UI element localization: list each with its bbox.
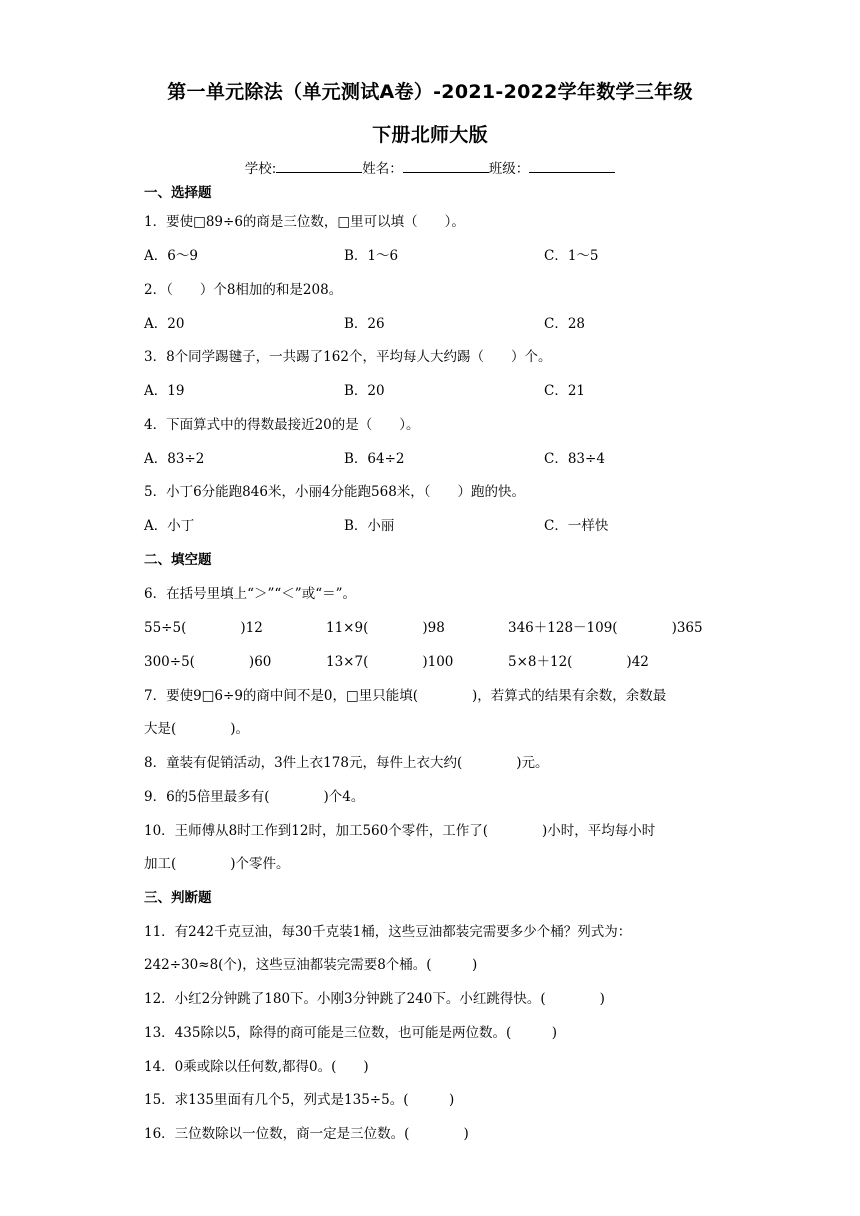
- question-13: 13．435除以5，除得的商可能是三位数，也可能是两位数。( ): [144, 1025, 558, 1041]
- question-1: 1．要使□89÷6的商是三位数，□里可以填（ ）。: [144, 214, 465, 230]
- class-blank: [529, 160, 615, 173]
- q5-option-b: B．小丽: [344, 518, 395, 534]
- q1-option-a: A．6～9: [144, 248, 198, 264]
- section-heading-fill: 二、填空题: [144, 552, 212, 568]
- exam-title-line1: 第一单元除法（单元测试A卷）-2021-2022学年数学三年级: [167, 81, 693, 103]
- section-heading-choice: 一、选择题: [144, 185, 212, 201]
- q6-item: 11×9( )98: [326, 620, 445, 636]
- q2-option-b: B．26: [344, 316, 385, 332]
- q2-option-c: C．28: [544, 316, 586, 332]
- q3-option-c: C．21: [544, 383, 586, 399]
- exam-title-line2: 下册北师大版: [372, 124, 488, 146]
- q6-item: 346＋128－109( )365: [508, 620, 703, 636]
- question-15: 15．求135里面有几个5，列式是135÷5。( ): [144, 1092, 455, 1108]
- section-heading-judge: 三、判断题: [144, 890, 212, 906]
- question-4: 4．下面算式中的得数最接近20的是（ ）。: [144, 417, 420, 433]
- school-label: 学校:: [244, 161, 277, 177]
- q1-option-b: B．1～6: [344, 248, 399, 264]
- question-5: 5．小丁6分能跑846米，小丽4分能跑568米，（ ）跑的快。: [144, 484, 526, 500]
- question-7-line1: 7．要使9□6÷9的商中间不是0，□里只能填( )，若算式的结果有余数，余数最: [144, 688, 667, 704]
- q4-option-b: B．64÷2: [344, 451, 405, 467]
- q6-item: 300÷5( )60: [144, 654, 272, 670]
- q1-option-c: C．1～5: [544, 248, 599, 264]
- school-blank: [276, 160, 362, 173]
- question-10-line2: 加工( )个零件。: [144, 856, 290, 872]
- question-3: 3．8个同学踢毽子，一共踢了162个，平均每人大约踢（ ）个。: [144, 349, 552, 365]
- question-16: 16．三位数除以一位数，商一定是三位数。( ): [144, 1126, 469, 1142]
- q4-option-a: A．83÷2: [144, 451, 205, 467]
- q6-item: 5×8＋12( )42: [508, 654, 649, 670]
- question-11-line2: 242÷30≈8(个)，这些豆油都装完需要8个桶。( ): [144, 957, 478, 973]
- q5-option-a: A．小丁: [144, 518, 195, 534]
- question-12: 12．小红2分钟跳了180下。小刚3分钟跳了240下。小红跳得快。( ): [144, 991, 605, 1007]
- q6-item: 13×7( )100: [326, 654, 454, 670]
- question-6: 6．在括号里填上“＞”“＜”或“＝”。: [144, 586, 356, 602]
- class-label: 班级：: [488, 161, 530, 177]
- student-info-row: [0, 157, 860, 177]
- q5-option-c: C．一样快: [544, 518, 609, 534]
- name-blank: [403, 160, 489, 173]
- q6-item: 55÷5( )12: [144, 620, 263, 636]
- question-11-line1: 11．有242千克豆油，每30千克装1桶，这些豆油都装完需要多少个桶？列式为：: [144, 924, 632, 940]
- q3-option-a: A．19: [144, 383, 185, 399]
- question-8: 8．童装有促销活动，3件上衣178元，每件上衣大约( )元。: [144, 755, 549, 771]
- question-14: 14．0乘或除以任何数,都得0。( ): [144, 1059, 369, 1075]
- question-9: 9．6的5倍里最多有( )个4。: [144, 789, 365, 805]
- q4-option-c: C．83÷4: [544, 451, 605, 467]
- question-2: 2．（ ）个8相加的和是208。: [144, 282, 343, 298]
- name-label: 姓名：: [362, 161, 403, 177]
- question-7-line2: 大是( )。: [144, 721, 250, 737]
- q2-option-a: A．20: [144, 316, 185, 332]
- question-10-line1: 10．王师傅从8时工作到12时，加工560个零件，工作了( )小时，平均每小时: [144, 823, 656, 839]
- q3-option-b: B．20: [344, 383, 385, 399]
